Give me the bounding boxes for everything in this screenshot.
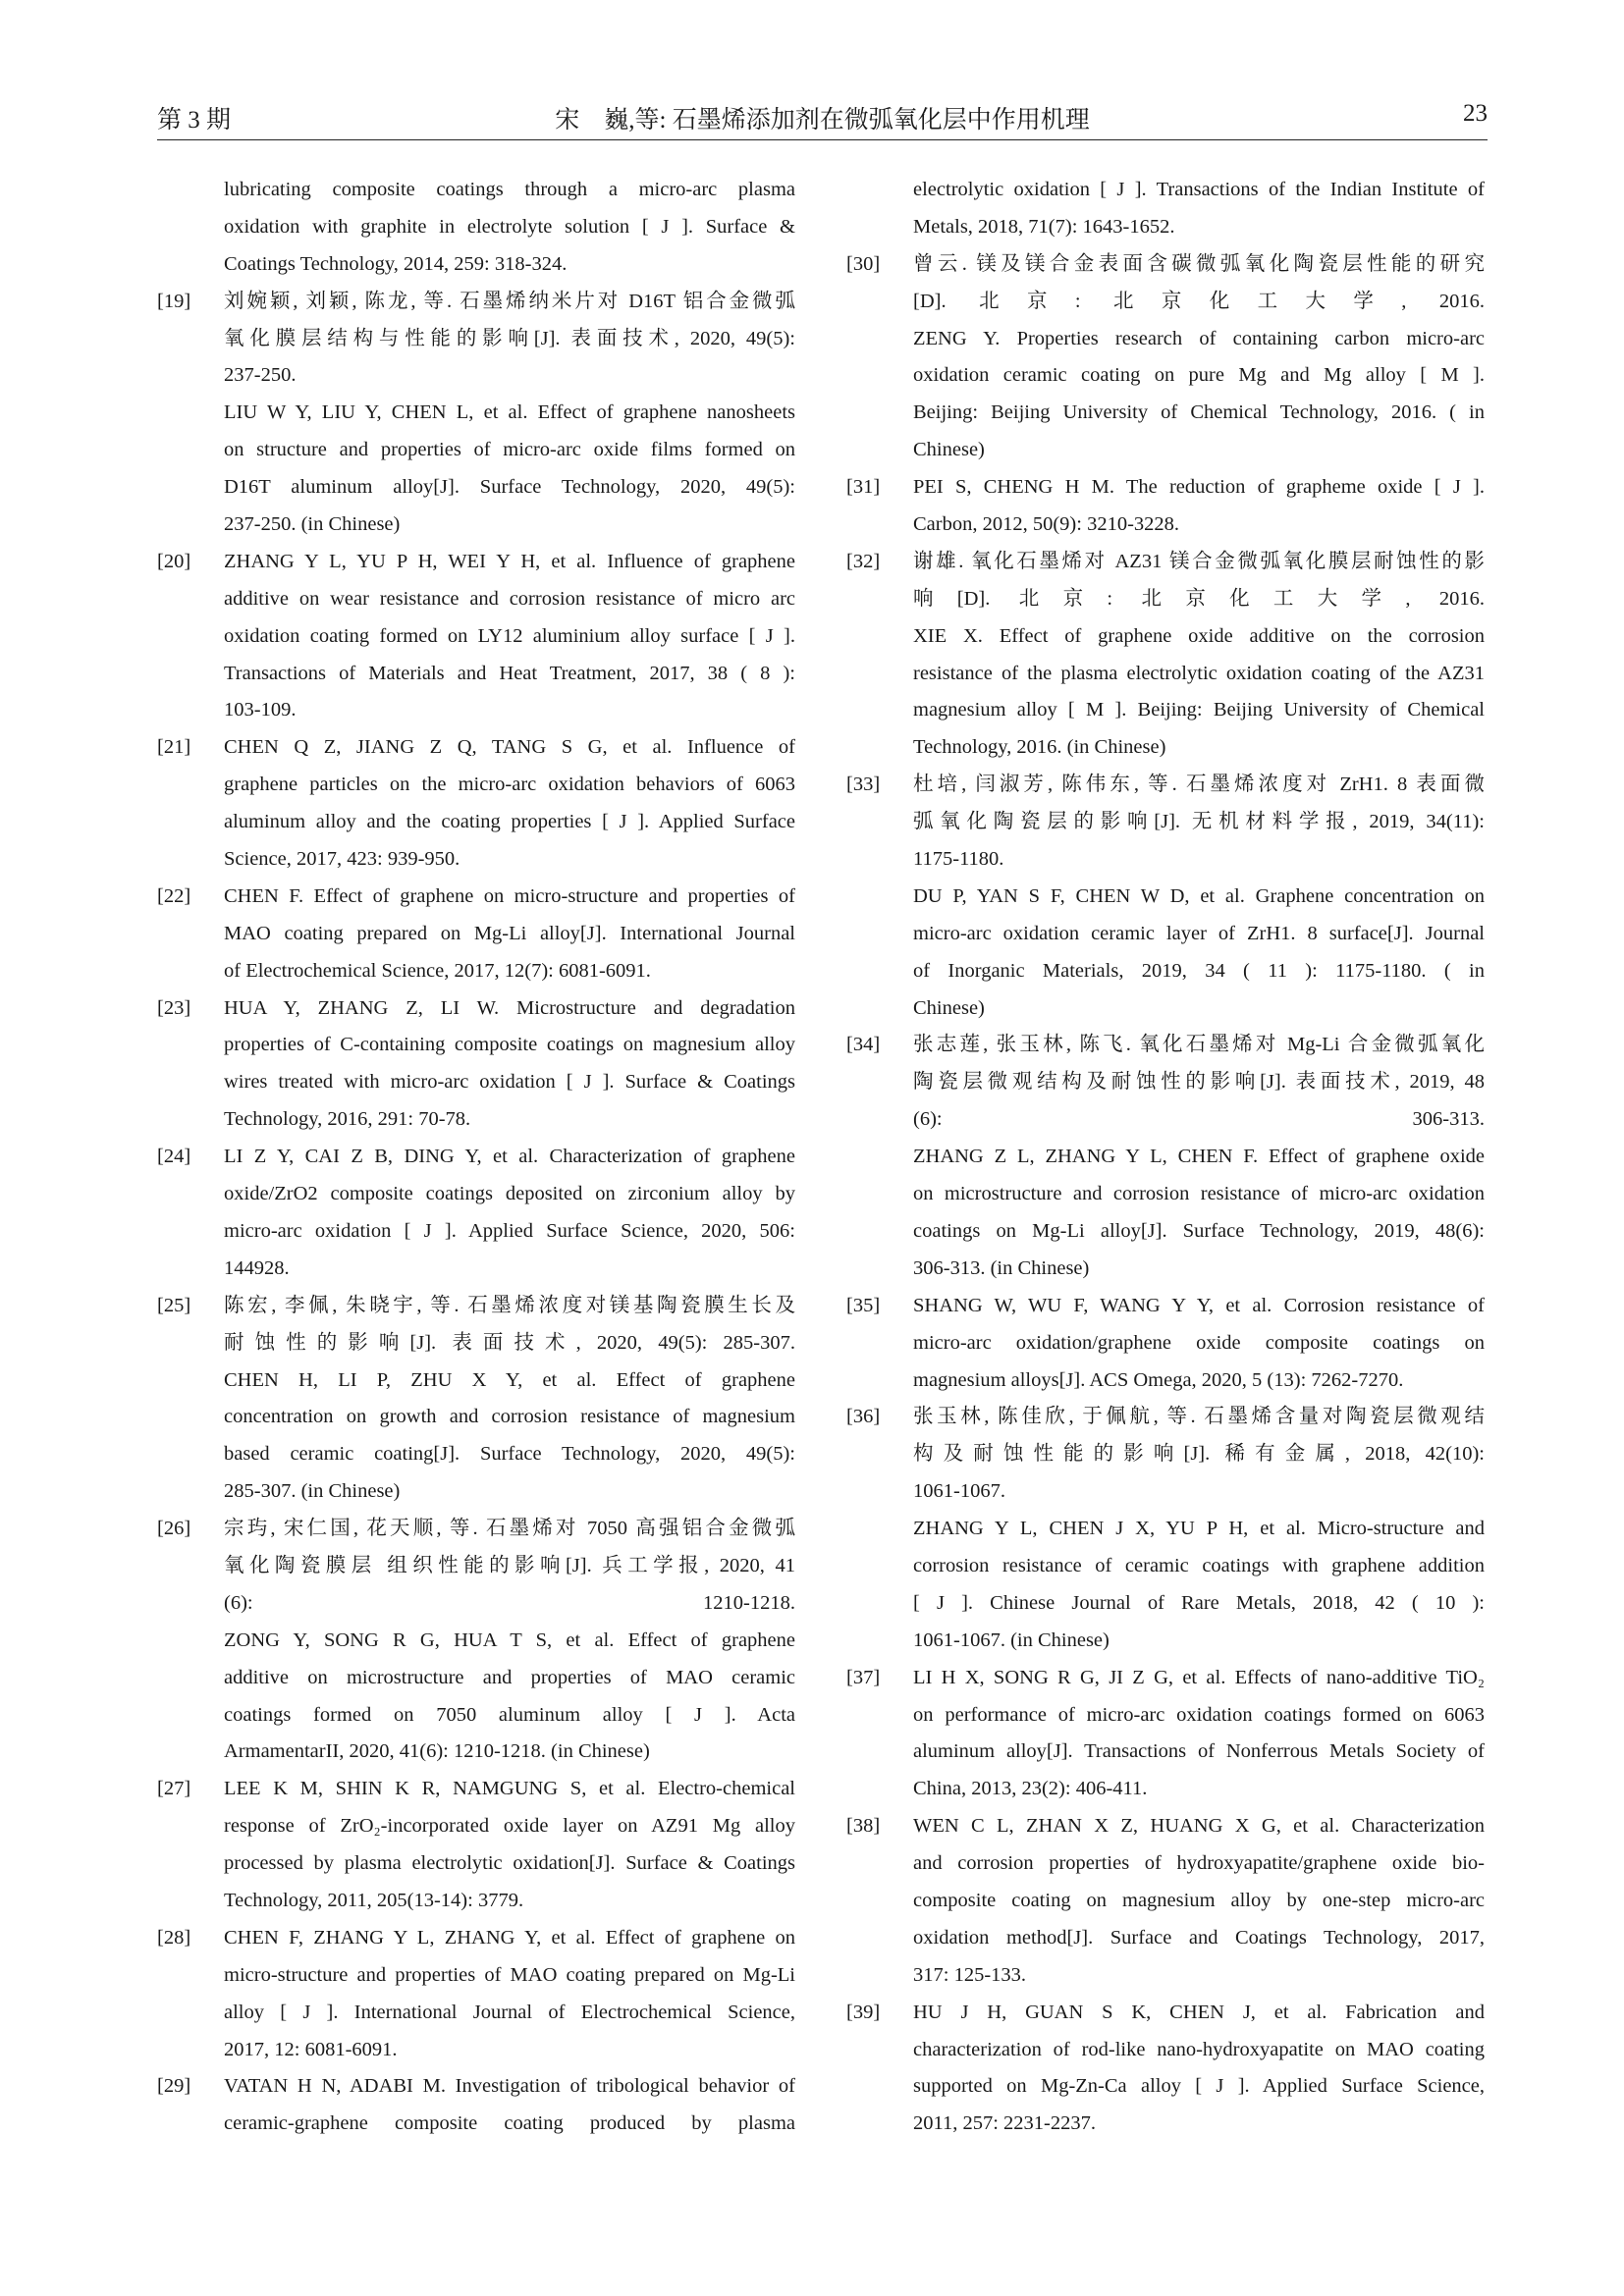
reference-line: [ J ]. Chinese Journal of Rare Metals, 2018, 42 ( 10 ):: [913, 1591, 1485, 1614]
reference-line: 耐蚀性的影响[J]. 表面技术, 2020, 49(5): 285-307.: [224, 1331, 795, 1354]
reference-line: 1175-1180.: [913, 848, 1004, 871]
reference-line: XIE X. Effect of graphene oxide additive on the corrosion: [913, 624, 1485, 647]
reference-line: 1061-1067.: [913, 1480, 1005, 1503]
reference-line: Chinese): [913, 996, 985, 1019]
reference-line: ZENG Y. Properties research of containing carbon micro-arc: [913, 327, 1485, 349]
reference-entry: [157, 990, 795, 1140]
reference-line: ZHANG Y L, YU P H, WEI Y H, et al. Influence of graphene: [224, 550, 795, 572]
reference-text: [913, 544, 1485, 767]
reference-entry: [846, 767, 1485, 1027]
reference-entry: [846, 246, 1485, 469]
reference-number: [38]: [846, 1815, 881, 1838]
reference-line: micro-arc oxidation/graphene oxide composite coatings on: [913, 1331, 1485, 1354]
reference-line: Coatings Technology, 2014, 259: 318-324.: [224, 252, 568, 275]
reference-text: [913, 1995, 1485, 2144]
reference-line: 张玉林, 陈佳欣, 于佩航, 等. 石墨烯含量对陶瓷层微观结: [913, 1406, 1485, 1428]
reference-line: 陶瓷层微观结构及耐蚀性的影响[J]. 表面技术, 2019, 48: [913, 1071, 1485, 1094]
reference-line: HU J H, GUAN S K, CHEN J, et al. Fabrication and: [913, 2001, 1485, 2023]
reference-line: Technology, 2016. (in Chinese): [913, 736, 1166, 759]
reference-text: [913, 1660, 1485, 1809]
reference-line: Technology, 2016, 291: 70-78.: [224, 1108, 471, 1131]
running-header: [157, 96, 1488, 140]
reference-line: Science, 2017, 423: 939-950.: [224, 848, 460, 871]
reference-line: 氧化膜层结构与性能的影响[J]. 表面技术, 2020, 49(5):: [224, 327, 795, 349]
reference-text: [224, 172, 795, 284]
reference-line: characterization of rod-like nano-hydroxyapatite on MAO coating: [913, 2038, 1485, 2060]
reference-line: magnesium alloy [ M ]. Beijing: Beijing University of Chemical: [913, 699, 1485, 721]
reference-text: [224, 1139, 795, 1288]
reference-line: (6): 1210-1218.: [224, 1591, 795, 1614]
reference-line: 2017, 12: 6081-6091.: [224, 2038, 398, 2060]
reference-line: 张志莲, 张玉林, 陈飞. 氧化石墨烯对 Mg-Li 合金微弧氧化: [913, 1034, 1485, 1056]
reference-line: 弧氧化陶瓷层的影响[J]. 无机材料学报, 2019, 34(11):: [913, 811, 1485, 833]
reference-line: of Inorganic Materials, 2019, 34 ( 11 ): 1175-1180. ( in: [913, 959, 1485, 982]
reference-line: (6): 306-313.: [913, 1108, 1485, 1131]
reference-line: wires treated with micro-arc oxidation [ J ]. Surface & Coatings: [224, 1071, 795, 1094]
reference-line: 285-307. (in Chinese): [224, 1480, 401, 1503]
reference-number: [39]: [846, 2001, 881, 2023]
reference-line: on structure and properties of micro-arc oxide films formed on: [224, 439, 795, 461]
reference-number: [23]: [157, 996, 191, 1019]
reference-entry: [846, 1399, 1485, 1659]
reference-number: [33]: [846, 774, 881, 796]
page-number: 23: [1463, 100, 1488, 127]
reference-line: CHEN F, ZHANG Y L, ZHANG Y, et al. Effect of graphene on: [224, 1926, 795, 1949]
reference-line: ZHANG Z L, ZHANG Y L, CHEN F. Effect of graphene oxide: [913, 1146, 1485, 1168]
reference-line: ZONG Y, SONG R G, HUA T S, et al. Effect of graphene: [224, 1629, 795, 1651]
reference-line: response of ZrO₂-incorporated oxide layer on AZ91 Mg alloy: [224, 1815, 795, 1838]
reference-line: CHEN Q Z, JIANG Z Q, TANG S G, et al. Influence of: [224, 736, 795, 759]
reference-entry: [157, 1511, 795, 1771]
reference-line: Chinese): [913, 439, 985, 461]
reference-column-right: [846, 172, 1485, 2143]
reference-line: 陈宏, 李佩, 朱晓宇, 等. 石墨烯浓度对镁基陶瓷膜生长及: [224, 1294, 795, 1316]
reference-line: and corrosion properties of hydroxyapatite/graphene oxide bio-: [913, 1852, 1485, 1875]
reference-entry: [846, 1027, 1485, 1287]
reference-line: Carbon, 2012, 50(9): 3210-3228.: [913, 513, 1180, 536]
reference-text: [913, 1399, 1485, 1659]
reference-line: graphene particles on the micro-arc oxidation behaviors of 6063: [224, 774, 795, 796]
reference-line: HUA Y, ZHANG Z, LI W. Microstructure and degradation: [224, 996, 795, 1019]
reference-entry: [157, 2068, 795, 2143]
reference-line: 宗玙, 宋仁国, 花天顺, 等. 石墨烯对 7050 高强铝合金微弧: [224, 1518, 795, 1540]
reference-number: [846, 172, 913, 246]
reference-line: ZHANG Y L, CHEN J X, YU P H, et al. Micro-structure and: [913, 1518, 1485, 1540]
reference-entry: [846, 469, 1485, 544]
reference-line: properties of C-containing composite coatings on magnesium alloy: [224, 1034, 795, 1056]
reference-line: LI H X, SONG R G, JI Z G, et al. Effects of nano-additive TiO₂: [913, 1666, 1485, 1688]
reference-line: 103-109.: [224, 699, 297, 721]
reference-line: 谢雄. 氧化石墨烯对 AZ31 镁合金微弧氧化膜层耐蚀性的影: [913, 550, 1485, 572]
reference-number: [25]: [157, 1294, 191, 1316]
reference-line: LIU W Y, LIU Y, CHEN L, et al. Effect of graphene nanosheets: [224, 401, 795, 424]
reference-line: processed by plasma electrolytic oxidation[J]. Surface & Coatings: [224, 1852, 795, 1875]
reference-line: ceramic-graphene composite coating produced by plasma: [224, 2112, 795, 2135]
reference-number: [22]: [157, 884, 191, 907]
reference-number: [21]: [157, 736, 191, 759]
issue-number: 第 3 期: [157, 107, 232, 133]
reference-line: coatings on Mg-Li alloy[J]. Surface Technology, 2019, 48(6):: [913, 1219, 1485, 1242]
reference-line: supported on Mg-Zn-Ca alloy [ J ]. Applied Surface Science,: [913, 2075, 1485, 2098]
reference-entry: [157, 1771, 795, 1920]
reference-number: [28]: [157, 1926, 191, 1949]
reference-line: magnesium alloys[J]. ACS Omega, 2020, 5 (13): 7262-7270.: [913, 1368, 1404, 1391]
reference-line: 317: 125-133.: [913, 1963, 1027, 1986]
reference-entry: [846, 1660, 1485, 1809]
reference-number: [30]: [846, 252, 881, 275]
reference-line: CHEN F. Effect of graphene on micro-structure and properties of: [224, 884, 795, 907]
reference-line: coatings formed on 7050 aluminum alloy [ J ]. Acta: [224, 1703, 795, 1726]
reference-line: based ceramic coating[J]. Surface Technology, 2020, 49(5):: [224, 1443, 795, 1466]
reference-number: [35]: [846, 1294, 881, 1316]
reference-line: CHEN H, LI P, ZHU X Y, et al. Effect of graphene: [224, 1368, 795, 1391]
reference-line: micro-arc oxidation [ J ]. Applied Surface Science, 2020, 506:: [224, 1219, 795, 1242]
reference-text: [913, 246, 1485, 469]
reference-line: of Electrochemical Science, 2017, 12(7): 6081-6091.: [224, 959, 651, 982]
reference-text: [224, 1511, 795, 1771]
reference-entry: [157, 1920, 795, 2069]
reference-line: 237-250. (in Chinese): [224, 513, 401, 536]
reference-line: MAO coating prepared on Mg-Li alloy[J]. International Journal: [224, 922, 795, 944]
reference-line: Metals, 2018, 71(7): 1643-1652.: [913, 215, 1175, 238]
reference-text: [913, 1027, 1485, 1287]
reference-line: 306-313. (in Chinese): [913, 1256, 1090, 1279]
reference-line: Technology, 2011, 205(13-14): 3779.: [224, 1889, 524, 1911]
reference-line: Beijing: Beijing University of Chemical Technology, 2016. ( in: [913, 401, 1485, 424]
reference-line: 氧化陶瓷膜层 组织性能的影响[J]. 兵工学报, 2020, 41: [224, 1554, 795, 1576]
reference-line: oxidation ceramic coating on pure Mg and Mg alloy [ M ].: [913, 364, 1485, 387]
reference-text: [224, 879, 795, 990]
reference-line: lubricating composite coatings through a micro-arc plasma: [224, 179, 795, 200]
reference-line: corrosion resistance of ceramic coatings with graphene addition: [913, 1554, 1485, 1576]
reference-text: [224, 544, 795, 729]
reference-number: [34]: [846, 1034, 881, 1056]
reference-line: 144928.: [224, 1256, 290, 1279]
reference-line: oxide/ZrO2 composite coatings deposited on zirconium alloy by: [224, 1183, 795, 1205]
reference-line: [D]. 北京: 北京化工大学, 2016.: [913, 290, 1485, 312]
reference-number: [32]: [846, 550, 881, 572]
reference-number: [24]: [157, 1146, 191, 1168]
reference-line: PEI S, CHENG H M. The reduction of grapheme oxide [ J ].: [913, 476, 1485, 499]
reference-entry: [157, 729, 795, 879]
reference-line: ArmamentarII, 2020, 41(6): 1210-1218. (in Chinese): [224, 1740, 650, 1763]
reference-entry: [846, 544, 1485, 767]
reference-line: 响[D]. 北京: 北京化工大学, 2016.: [913, 587, 1485, 610]
reference-line: on microstructure and corrosion resistance of micro-arc oxidation: [913, 1183, 1485, 1205]
reference-number: [37]: [846, 1666, 881, 1688]
reference-text: [224, 1288, 795, 1511]
reference-line: LEE K M, SHIN K R, NAMGUNG S, et al. Electro-chemical: [224, 1778, 795, 1800]
reference-text: [913, 469, 1485, 544]
reference-line: additive on wear resistance and corrosion resistance of micro arc: [224, 587, 795, 610]
reference-line: 刘婉颖, 刘颖, 陈龙, 等. 石墨烯纳米片对 D16T 铝合金微弧: [224, 290, 795, 312]
reference-line: alloy [ J ]. International Journal of Electrochemical Science,: [224, 2001, 795, 2023]
reference-column-left: [157, 172, 795, 2143]
reference-line: micro-structure and properties of MAO coating prepared on Mg-Li: [224, 1963, 795, 1986]
reference-text: [913, 767, 1485, 1027]
reference-line: additive on microstructure and properties of MAO ceramic: [224, 1666, 795, 1688]
reference-number: [36]: [846, 1406, 881, 1428]
running-title: 宋 巍,等: 石墨烯添加剂在微弧氧化层中作用机理: [555, 107, 1090, 133]
reference-line: 237-250.: [224, 364, 297, 387]
reference-line: LI Z Y, CAI Z B, DING Y, et al. Characterization of graphene: [224, 1146, 795, 1168]
reference-text: [224, 990, 795, 1140]
reference-number: [20]: [157, 550, 191, 572]
reference-line: composite coating on magnesium alloy by one-step micro-arc: [913, 1889, 1485, 1911]
reference-number: [26]: [157, 1518, 191, 1540]
reference-line: D16T aluminum alloy[J]. Surface Technology, 2020, 49(5):: [224, 476, 795, 499]
reference-line: micro-arc oxidation ceramic layer of ZrH1. 8 surface[J]. Journal: [913, 922, 1485, 944]
reference-number: [27]: [157, 1778, 191, 1800]
reference-entry: [157, 284, 795, 544]
reference-text: [224, 2068, 795, 2143]
reference-entry: [157, 172, 795, 284]
reference-line: oxidation coating formed on LY12 aluminium alloy surface [ J ].: [224, 624, 795, 647]
reference-entry: [157, 1288, 795, 1511]
reference-entry: [846, 172, 1485, 246]
reference-line: resistance of the plasma electrolytic oxidation coating of the AZ31: [913, 662, 1485, 684]
reference-number: [19]: [157, 290, 191, 312]
reference-line: oxidation with graphite in electrolyte solution [ J ]. Surface &: [224, 215, 795, 238]
reference-line: electrolytic oxidation [ J ]. Transactions of the Indian Institute of: [913, 179, 1485, 200]
reference-line: 构及耐蚀性能的影响[J]. 稀有金属, 2018, 42(10):: [913, 1443, 1485, 1466]
reference-text: [913, 172, 1485, 246]
reference-text: [913, 1288, 1485, 1400]
reference-line: VATAN H N, ADABI M. Investigation of tribological behavior of: [224, 2075, 795, 2098]
reference-line: 曾云. 镁及镁合金表面含碳微弧氧化陶瓷层性能的研究: [913, 252, 1485, 275]
reference-entry: [157, 879, 795, 990]
reference-number: [29]: [157, 2075, 191, 2098]
reference-line: 1061-1067. (in Chinese): [913, 1629, 1110, 1651]
reference-line: oxidation method[J]. Surface and Coatings Technology, 2017,: [913, 1926, 1485, 1949]
reference-text: [224, 729, 795, 879]
reference-entry: [157, 1139, 795, 1288]
reference-entry: [846, 1808, 1485, 1994]
reference-line: DU P, YAN S F, CHEN W D, et al. Graphene concentration on: [913, 884, 1485, 907]
reference-line: concentration on growth and corrosion resistance of magnesium: [224, 1406, 795, 1428]
reference-number: [157, 172, 224, 284]
reference-line: 2011, 257: 2231-2237.: [913, 2112, 1097, 2135]
reference-entry: [846, 1995, 1485, 2144]
reference-entry: [157, 544, 795, 729]
reference-number: [31]: [846, 476, 881, 499]
reference-text: [224, 1771, 795, 1920]
reference-entry: [846, 1288, 1485, 1400]
reference-line: 杜培, 闫淑芳, 陈伟东, 等. 石墨烯浓度对 ZrH1. 8 表面微: [913, 774, 1485, 796]
reference-line: SHANG W, WU F, WANG Y Y, et al. Corrosion resistance of: [913, 1294, 1485, 1316]
reference-line: Transactions of Materials and Heat Treatment, 2017, 38 ( 8 ):: [224, 662, 795, 684]
reference-line: aluminum alloy[J]. Transactions of Nonferrous Metals Society of: [913, 1740, 1485, 1763]
reference-line: WEN C L, ZHAN X Z, HUANG X G, et al. Characterization: [913, 1815, 1485, 1838]
reference-text: [224, 284, 795, 544]
reference-line: on performance of micro-arc oxidation coatings formed on 6063: [913, 1703, 1485, 1726]
reference-line: aluminum alloy and the coating properties [ J ]. Applied Surface: [224, 811, 795, 833]
reference-text: [224, 1920, 795, 2069]
reference-line: China, 2013, 23(2): 406-411.: [913, 1778, 1148, 1800]
reference-text: [913, 1808, 1485, 1994]
